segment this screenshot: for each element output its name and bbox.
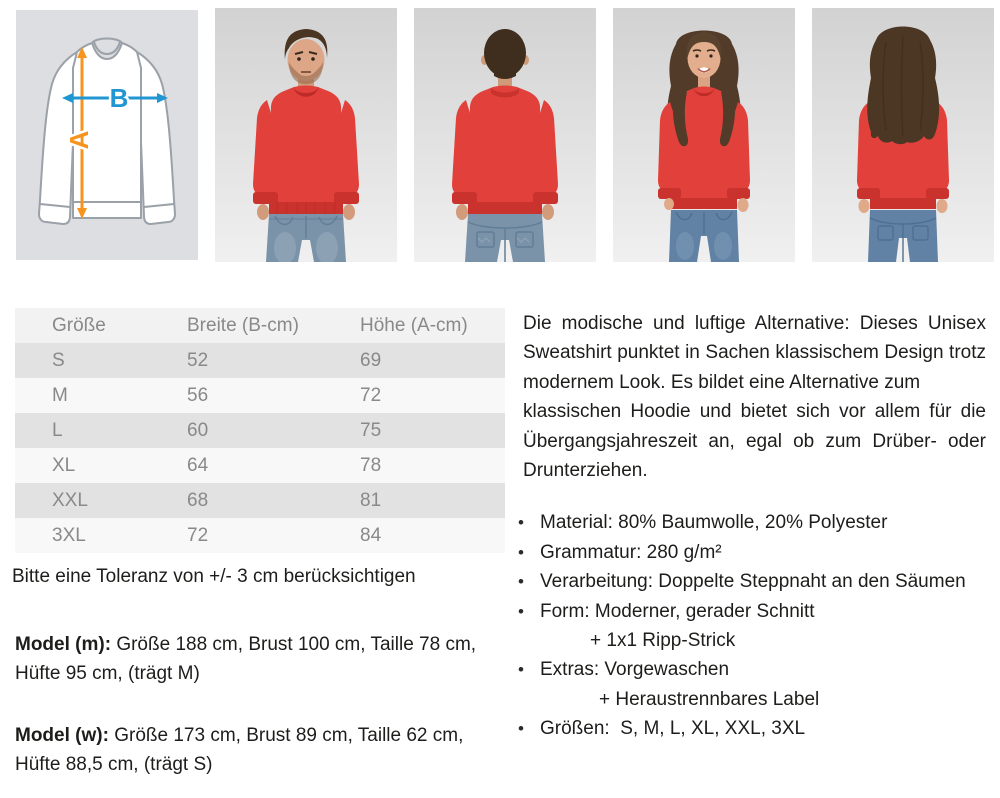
product-description-column <box>523 309 986 744</box>
cell-hoehe: 69 <box>360 349 382 371</box>
gallery-panel-male-front[interactable] <box>215 8 397 262</box>
feature-item-extras-cont: + Heraustrennbares Label <box>599 688 820 710</box>
cell-size: XL <box>52 454 76 476</box>
model-w-details: Größe 173 cm, Brust 89 cm, Taille 62 cm, Hüfte 88,5 cm, (trägt S) <box>15 725 464 775</box>
description-line: Übergangsjahreszeit an, egal ob zum Drüber- oder <box>523 430 986 452</box>
female-front-photo <box>613 8 795 262</box>
feature-item-form: • Form: Moderner, gerader Schnitt <box>517 597 986 626</box>
feature-item-extras: • Extras: Vorgewaschen <box>517 655 986 684</box>
cell-hoehe: 84 <box>360 524 382 546</box>
size-diagram-image <box>16 8 198 262</box>
feature-item-form-cont: + 1x1 Ripp-Strick <box>590 630 736 652</box>
model-m-label: Model (m): <box>15 634 112 655</box>
col-header-breite: Breite (B-cm) <box>187 314 299 336</box>
model-info-m <box>15 630 493 688</box>
tolerance-note: Bitte eine Toleranz von +/- 3 cm berücksichtigen <box>12 566 416 587</box>
cell-hoehe: 81 <box>360 489 382 511</box>
model-w-label: Model (w): <box>15 725 109 746</box>
table-row <box>15 343 505 378</box>
col-header-hoehe: Höhe (A-cm) <box>360 314 468 336</box>
cell-size: 3XL <box>52 524 86 546</box>
cell-size: L <box>52 419 63 441</box>
description-line: modernem Look. Es bildet eine Alternative zum <box>523 371 921 393</box>
description-line: Drunterziehen. <box>523 460 648 482</box>
female-back-photo <box>812 8 994 262</box>
male-back-photo <box>414 8 596 262</box>
table-row <box>15 448 505 483</box>
measure-label-b: B <box>109 83 129 113</box>
cell-breite: 64 <box>187 454 209 476</box>
cell-size: S <box>52 349 65 371</box>
cell-breite: 60 <box>187 419 209 441</box>
gallery-panel-female-front[interactable] <box>613 8 795 262</box>
cell-hoehe: 75 <box>360 419 382 441</box>
model-info-w <box>15 721 493 779</box>
cell-breite: 68 <box>187 489 209 511</box>
feature-item-material: • Material: 80% Baumwolle, 20% Polyester <box>517 508 986 537</box>
cell-size: XXL <box>52 489 88 511</box>
product-description <box>523 309 986 485</box>
col-header-groesse: Größe <box>52 314 106 336</box>
feature-item-verarbeitung: • Verarbeitung: Doppelte Steppnaht an den Säumen <box>517 567 986 596</box>
description-line: klassischen Hoodie und bietet sich vor allem für die <box>523 401 986 423</box>
table-row <box>15 518 505 553</box>
gallery-panel-size-diagram[interactable] <box>16 8 198 262</box>
description-line: Die modische und luftige Alternative: Dieses Unisex <box>523 313 986 334</box>
cell-size: M <box>52 384 68 406</box>
cell-hoehe: 72 <box>360 384 382 406</box>
cell-hoehe: 78 <box>360 454 382 476</box>
gallery-panel-female-back[interactable] <box>812 8 994 262</box>
size-table <box>15 308 505 553</box>
product-gallery <box>16 8 994 262</box>
feature-item-grammatur: • Grammatur: 280 g/m² <box>517 538 986 567</box>
gallery-panel-male-back[interactable] <box>414 8 596 262</box>
table-row <box>15 378 505 413</box>
cell-breite: 72 <box>187 524 209 546</box>
feature-list <box>517 508 986 743</box>
male-front-photo <box>215 8 397 262</box>
cell-breite: 52 <box>187 349 209 371</box>
feature-item-groessen: • Größen: S, M, L, XL, XXL, 3XL <box>517 714 986 743</box>
cell-breite: 56 <box>187 384 209 406</box>
table-row <box>15 483 505 518</box>
model-m-details: Größe 188 cm, Brust 100 cm, Taille 78 cm, Hüfte 95 cm, (trägt M) <box>15 634 477 684</box>
size-table-header-row <box>15 308 505 343</box>
description-line: Sweatshirt punktet in Sachen klassischem Design trotz <box>523 342 986 364</box>
measure-label-a: A <box>64 130 94 150</box>
size-info-column <box>12 308 507 798</box>
table-row <box>15 413 505 448</box>
